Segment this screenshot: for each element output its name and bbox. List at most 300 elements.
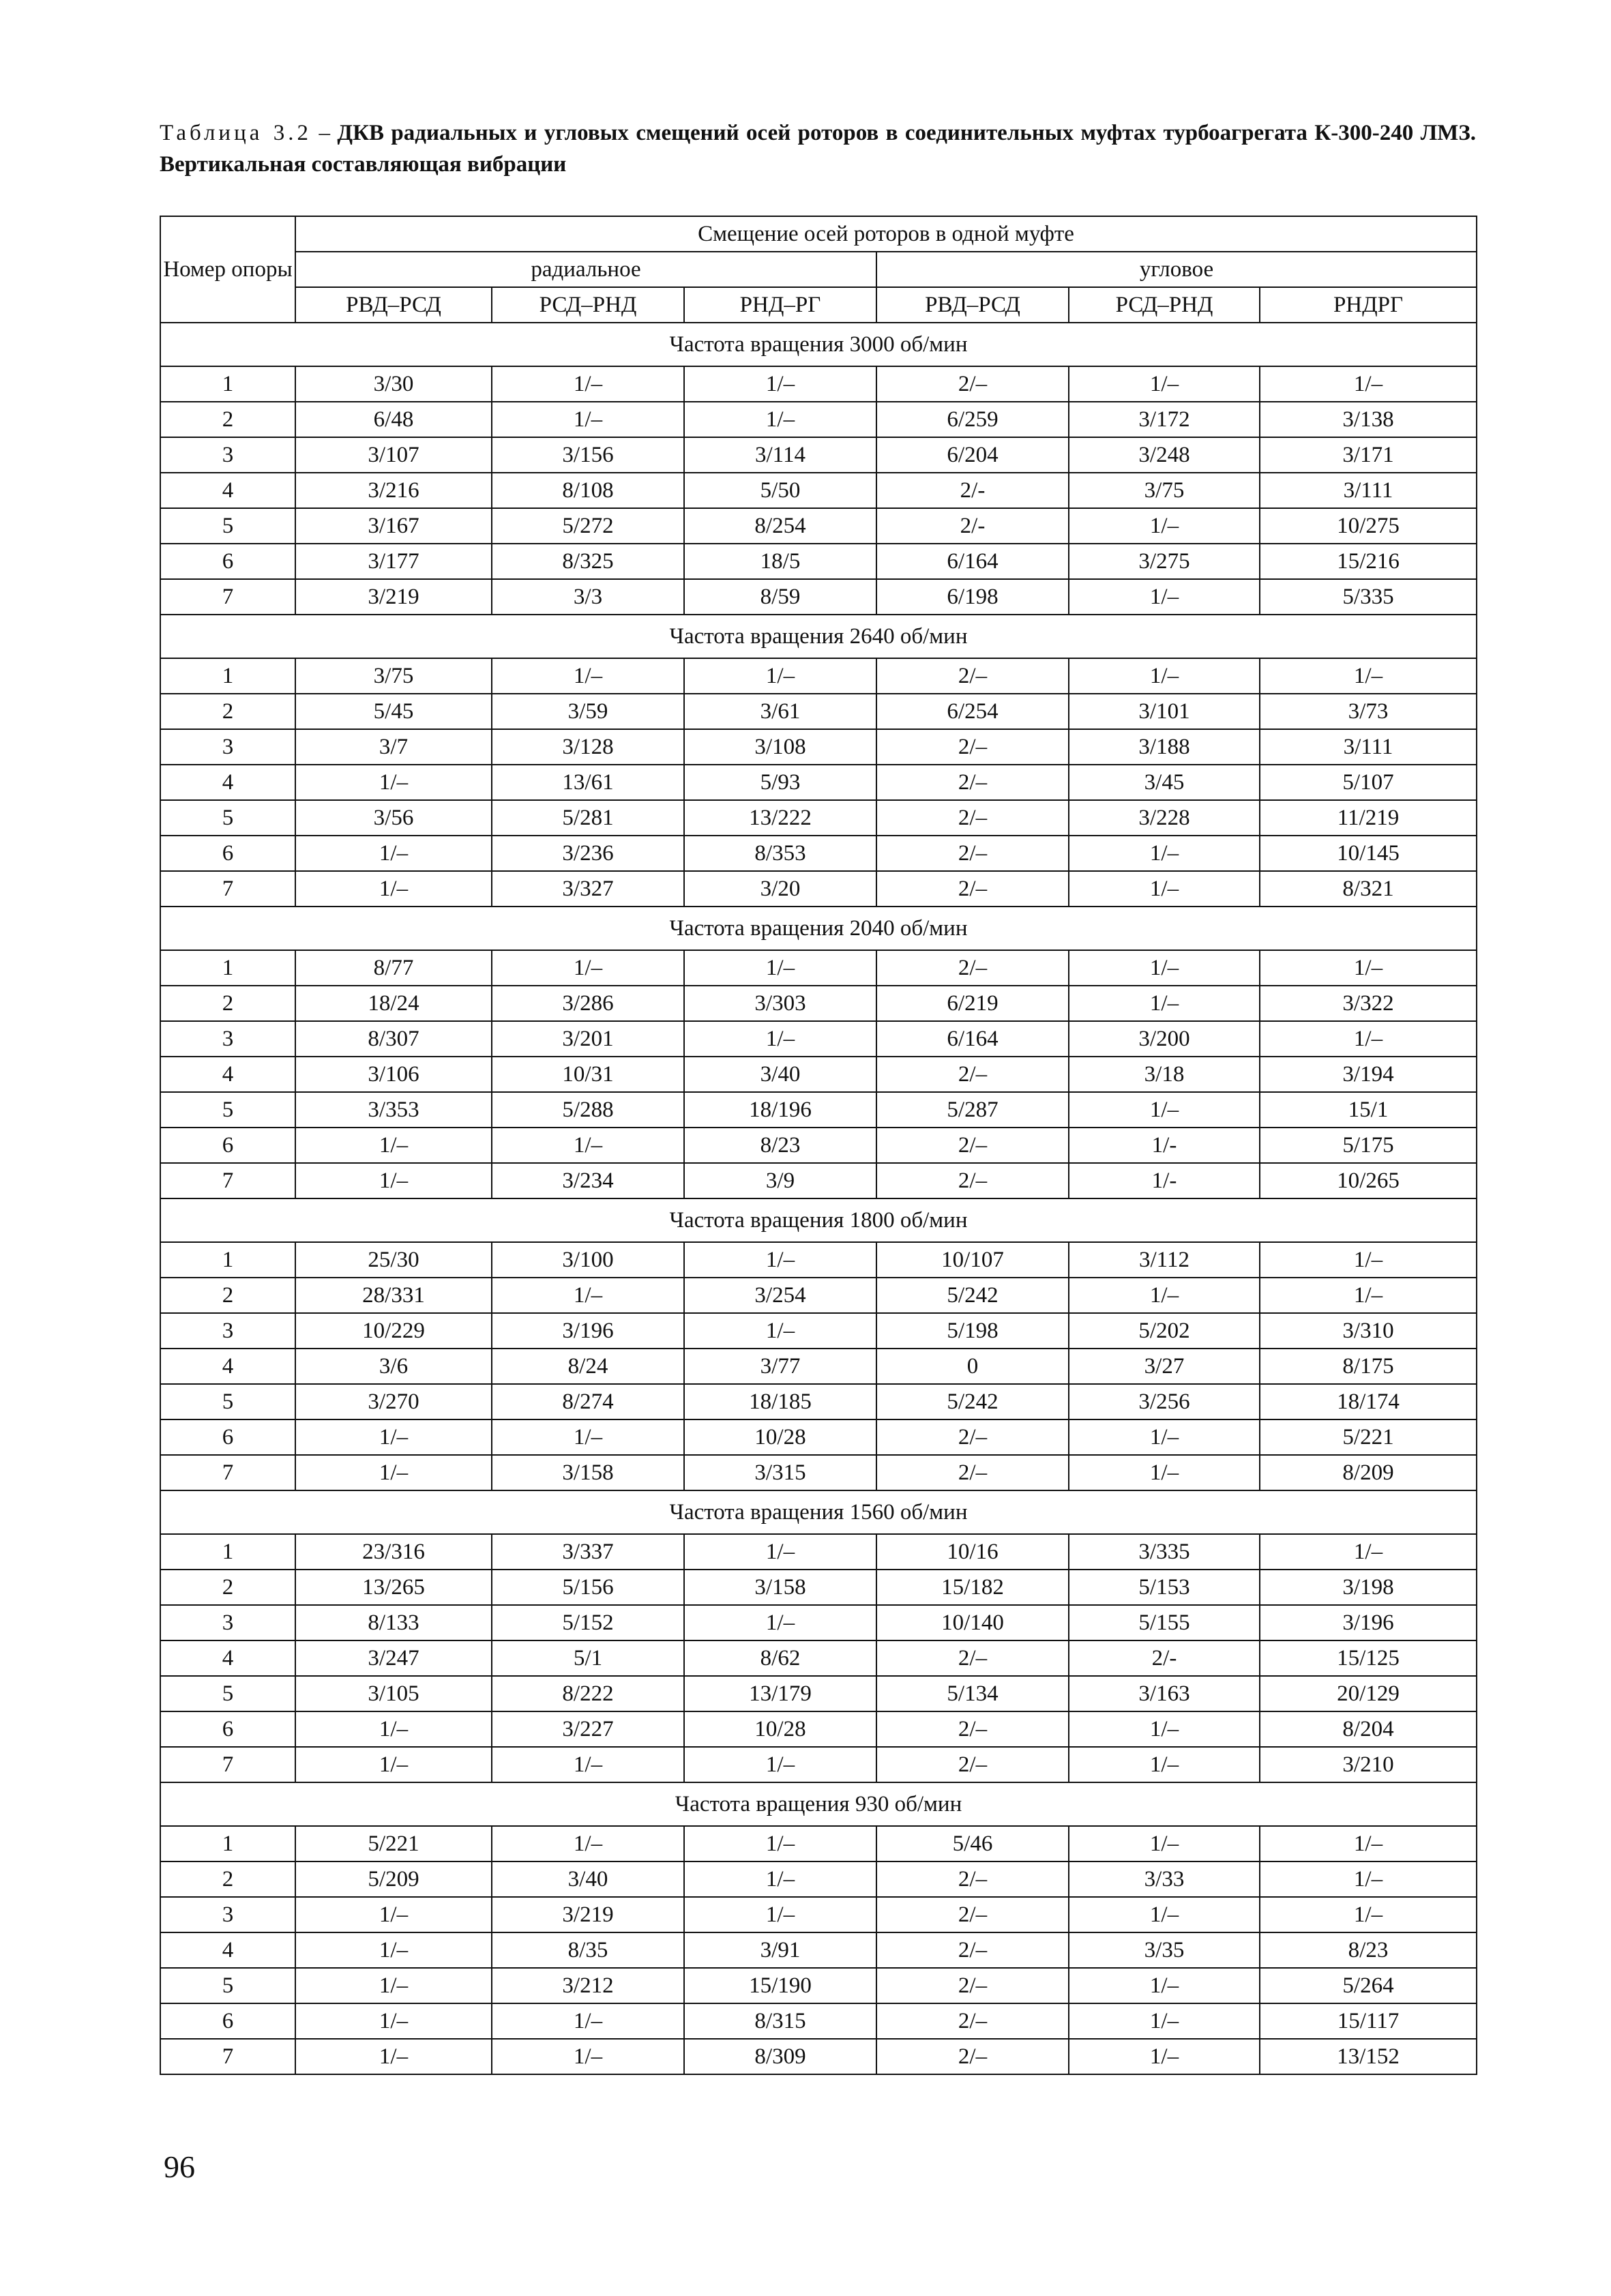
table-cell: 1/– — [1260, 1826, 1477, 1861]
table-row — [160, 1640, 1477, 1676]
table-cell: 5/288 — [492, 1092, 684, 1128]
support-number-cell: 3 — [160, 729, 295, 765]
support-number-cell: 6 — [160, 1711, 295, 1747]
table-cell: 2/– — [876, 658, 1069, 694]
support-number-cell: 3 — [160, 1897, 295, 1932]
table-cell: 1/– — [1069, 986, 1260, 1021]
table-cell: 1/– — [1069, 508, 1260, 544]
table-cell: 3/9 — [684, 1163, 876, 1198]
table-cell: 3/219 — [492, 1897, 684, 1932]
support-number-cell: 5 — [160, 1092, 295, 1128]
section-header-row — [160, 1198, 1477, 1242]
table-cell: 8/222 — [492, 1676, 684, 1711]
table-row — [160, 765, 1477, 800]
support-number-cell: 7 — [160, 2039, 295, 2074]
table-cell: 23/316 — [295, 1534, 492, 1570]
table-cell: 1/– — [684, 1534, 876, 1570]
table-cell: 3/40 — [492, 1861, 684, 1897]
header-angular: угловое — [876, 252, 1477, 287]
table-cell: 1/– — [295, 1968, 492, 2003]
table-cell: 15/216 — [1260, 544, 1477, 579]
table-cell: 2/– — [876, 1932, 1069, 1968]
table-cell: 3/200 — [1069, 1021, 1260, 1057]
table-row — [160, 1278, 1477, 1313]
table-cell: 2/– — [876, 2003, 1069, 2039]
table-cell: 3/158 — [684, 1570, 876, 1605]
table-cell: 3/196 — [1260, 1605, 1477, 1640]
table-cell: 1/– — [1260, 1861, 1477, 1897]
table-cell: 1/– — [1260, 950, 1477, 986]
table-cell: 3/56 — [295, 800, 492, 836]
table-cell: 3/171 — [1260, 437, 1477, 473]
table-row — [160, 658, 1477, 694]
support-number-cell: 6 — [160, 544, 295, 579]
table-row — [160, 366, 1477, 402]
table-cell: 2/– — [876, 765, 1069, 800]
table-cell: 5/335 — [1260, 579, 1477, 615]
table-cell: 3/106 — [295, 1057, 492, 1092]
table-cell: 6/48 — [295, 402, 492, 437]
section-header-row — [160, 323, 1477, 366]
table-cell: 5/242 — [876, 1278, 1069, 1313]
table-row — [160, 836, 1477, 871]
table-cell: 1/– — [684, 950, 876, 986]
table-cell: 1/– — [295, 1711, 492, 1747]
table-cell: 1/– — [1069, 366, 1260, 402]
table-row — [160, 800, 1477, 836]
table-cell: 1/– — [492, 2039, 684, 2074]
table-cell: 3/33 — [1069, 1861, 1260, 1897]
table-cell: 1/– — [1069, 836, 1260, 871]
table-cell: 3/108 — [684, 729, 876, 765]
table-cell: 3/335 — [1069, 1534, 1260, 1570]
table-cell: 8/209 — [1260, 1455, 1477, 1490]
table-cell: 2/– — [876, 800, 1069, 836]
table-cell: 13/179 — [684, 1676, 876, 1711]
table-cell: 5/155 — [1069, 1605, 1260, 1640]
table-cell: 10/28 — [684, 1711, 876, 1747]
table-row — [160, 1605, 1477, 1640]
table-cell: 5/175 — [1260, 1128, 1477, 1163]
column-header: РНД–РГ — [684, 287, 876, 323]
table-cell: 6/204 — [876, 437, 1069, 473]
table-cell: 3/111 — [1260, 729, 1477, 765]
table-cell: 2/– — [876, 836, 1069, 871]
table-cell: 10/16 — [876, 1534, 1069, 1570]
table-cell: 6/259 — [876, 402, 1069, 437]
table-cell: 3/35 — [1069, 1932, 1260, 1968]
support-number-cell: 2 — [160, 986, 295, 1021]
table-cell: 3/3 — [492, 579, 684, 615]
table-cell: 15/1 — [1260, 1092, 1477, 1128]
table-cell: 2/- — [1069, 1640, 1260, 1676]
support-number-cell: 3 — [160, 1313, 295, 1349]
table-cell: 1/– — [492, 2003, 684, 2039]
table-row — [160, 1747, 1477, 1782]
table-cell: 1/– — [1260, 1242, 1477, 1278]
table-row — [160, 1092, 1477, 1128]
table-cell: 1/– — [492, 1747, 684, 1782]
table-cell: 1/– — [684, 1897, 876, 1932]
section-title: Частота вращения 1800 об/мин — [160, 1198, 1477, 1242]
table-cell: 2/– — [876, 1640, 1069, 1676]
table-cell: 15/125 — [1260, 1640, 1477, 1676]
support-number-cell: 7 — [160, 1455, 295, 1490]
table-row — [160, 1570, 1477, 1605]
header-row-group — [160, 216, 1477, 252]
table-cell: 1/– — [492, 950, 684, 986]
table-cell: 5/242 — [876, 1384, 1069, 1419]
table-cell: 5/281 — [492, 800, 684, 836]
table-cell: 1/– — [492, 1128, 684, 1163]
table-cell: 3/18 — [1069, 1057, 1260, 1092]
support-number-cell: 5 — [160, 1968, 295, 2003]
table-cell: 3/196 — [492, 1313, 684, 1349]
table-row — [160, 1897, 1477, 1932]
table-cell: 8/35 — [492, 1932, 684, 1968]
section-title: Частота вращения 930 об/мин — [160, 1782, 1477, 1826]
table-cell: 3/158 — [492, 1455, 684, 1490]
table-cell: 1/– — [1069, 579, 1260, 615]
table-cell: 3/248 — [1069, 437, 1260, 473]
table-cell: 1/– — [684, 366, 876, 402]
table-cell: 1/– — [1069, 1278, 1260, 1313]
table-cell: 13/222 — [684, 800, 876, 836]
table-cell: 10/28 — [684, 1419, 876, 1455]
table-row — [160, 1711, 1477, 1747]
table-cell: 2/– — [876, 366, 1069, 402]
table-cell: 1/– — [684, 658, 876, 694]
table-cell: 3/167 — [295, 508, 492, 544]
table-cell: 3/247 — [295, 1640, 492, 1676]
table-cell: 1/– — [295, 1932, 492, 1968]
support-number-cell: 1 — [160, 1242, 295, 1278]
table-cell: 3/75 — [295, 658, 492, 694]
table-row — [160, 1826, 1477, 1861]
table-cell: 1/– — [492, 1419, 684, 1455]
table-cell: 8/23 — [684, 1128, 876, 1163]
table-cell: 3/111 — [1260, 473, 1477, 508]
table-cell: 8/315 — [684, 2003, 876, 2039]
table-cell: 15/117 — [1260, 2003, 1477, 2039]
table-row — [160, 1968, 1477, 2003]
support-number-cell: 7 — [160, 1747, 295, 1782]
table-cell: 3/40 — [684, 1057, 876, 1092]
table-cell: 8/254 — [684, 508, 876, 544]
support-number-cell: 6 — [160, 1419, 295, 1455]
table-row — [160, 871, 1477, 907]
section-title: Частота вращения 2640 об/мин — [160, 615, 1477, 658]
table-cell: 5/1 — [492, 1640, 684, 1676]
table-cell: 1/– — [684, 1021, 876, 1057]
table-cell: 10/145 — [1260, 836, 1477, 871]
support-number-cell: 1 — [160, 366, 295, 402]
table-cell: 3/270 — [295, 1384, 492, 1419]
table-cell: 5/107 — [1260, 765, 1477, 800]
table-cell: 2/– — [876, 871, 1069, 907]
table-cell: 10/265 — [1260, 1163, 1477, 1198]
support-number-cell: 4 — [160, 473, 295, 508]
table-cell: 3/310 — [1260, 1313, 1477, 1349]
table-cell: 2/– — [876, 729, 1069, 765]
table-cell: 6/219 — [876, 986, 1069, 1021]
data-table — [160, 216, 1477, 2075]
table-cell: 1/– — [684, 1826, 876, 1861]
section-header-row — [160, 1782, 1477, 1826]
table-cell: 5/156 — [492, 1570, 684, 1605]
table-cell: 8/62 — [684, 1640, 876, 1676]
table-cell: 10/140 — [876, 1605, 1069, 1640]
table-cell: 1/– — [1260, 366, 1477, 402]
table-cell: 1/– — [295, 2039, 492, 2074]
table-cell: 1/– — [1069, 1711, 1260, 1747]
table-cell: 3/177 — [295, 544, 492, 579]
table-cell: 3/212 — [492, 1968, 684, 2003]
table-cell: 1/– — [1260, 1534, 1477, 1570]
table-cell: 1/– — [1260, 1897, 1477, 1932]
support-number-cell: 7 — [160, 579, 295, 615]
support-number-cell: 3 — [160, 437, 295, 473]
table-row — [160, 1349, 1477, 1384]
table-cell: 3/236 — [492, 836, 684, 871]
table-cell: 1/– — [684, 1605, 876, 1640]
table-cell: 6/164 — [876, 544, 1069, 579]
table-cell: 3/100 — [492, 1242, 684, 1278]
table-cell: 18/196 — [684, 1092, 876, 1128]
table-cell: 3/77 — [684, 1349, 876, 1384]
table-cell: 13/61 — [492, 765, 684, 800]
header-group: Смещение осей роторов в одной муфте — [295, 216, 1477, 252]
support-number-cell: 4 — [160, 1349, 295, 1384]
table-cell: 3/30 — [295, 366, 492, 402]
support-number-cell: 5 — [160, 508, 295, 544]
table-cell: 1/– — [1069, 1747, 1260, 1782]
table-cell: 3/163 — [1069, 1676, 1260, 1711]
table-cell: 5/198 — [876, 1313, 1069, 1349]
support-number-cell: 7 — [160, 1163, 295, 1198]
table-cell: 1/– — [1069, 2039, 1260, 2074]
table-cell: 2/– — [876, 1897, 1069, 1932]
table-cell: 10/107 — [876, 1242, 1069, 1278]
table-cell: 3/27 — [1069, 1349, 1260, 1384]
table-row — [160, 1057, 1477, 1092]
table-cell: 1/- — [1069, 1128, 1260, 1163]
table-cell: 3/128 — [492, 729, 684, 765]
table-cell: 8/353 — [684, 836, 876, 871]
table-cell: 3/188 — [1069, 729, 1260, 765]
table-cell: 3/6 — [295, 1349, 492, 1384]
section-title: Частота вращения 2040 об/мин — [160, 907, 1477, 950]
table-cell: 8/309 — [684, 2039, 876, 2074]
table-row — [160, 1021, 1477, 1057]
table-cell: 18/5 — [684, 544, 876, 579]
table-cell: 3/112 — [1069, 1242, 1260, 1278]
table-cell: 3/315 — [684, 1455, 876, 1490]
support-number-cell: 6 — [160, 836, 295, 871]
table-cell: 8/24 — [492, 1349, 684, 1384]
table-cell: 1/– — [1260, 1021, 1477, 1057]
table-cell: 3/322 — [1260, 986, 1477, 1021]
table-row — [160, 1419, 1477, 1455]
table-cell: 2/– — [876, 1968, 1069, 2003]
table-cell: 5/46 — [876, 1826, 1069, 1861]
table-cell: 2/– — [876, 1747, 1069, 1782]
table-row — [160, 579, 1477, 615]
table-cell: 3/61 — [684, 694, 876, 729]
support-number-cell: 1 — [160, 950, 295, 986]
table-cell: 3/73 — [1260, 694, 1477, 729]
table-cell: 1/– — [1069, 1826, 1260, 1861]
table-cell: 1/– — [1069, 871, 1260, 907]
support-number-cell: 2 — [160, 1570, 295, 1605]
support-number-cell: 6 — [160, 1128, 295, 1163]
table-cell: 1/– — [1069, 1897, 1260, 1932]
table-body — [160, 323, 1477, 2074]
table-cell: 2/– — [876, 950, 1069, 986]
support-number-cell: 2 — [160, 402, 295, 437]
table-cell: 8/77 — [295, 950, 492, 986]
table-row — [160, 1932, 1477, 1968]
table-cell: 1/– — [295, 836, 492, 871]
table-cell: 20/129 — [1260, 1676, 1477, 1711]
table-cell: 8/274 — [492, 1384, 684, 1419]
section-header-row — [160, 907, 1477, 950]
table-cell: 1/– — [1069, 1455, 1260, 1490]
table-row — [160, 1861, 1477, 1897]
table-cell: 3/194 — [1260, 1057, 1477, 1092]
table-cell: 3/303 — [684, 986, 876, 1021]
support-number-cell: 4 — [160, 1057, 295, 1092]
table-row — [160, 1384, 1477, 1419]
table-cell: 8/175 — [1260, 1349, 1477, 1384]
table-row — [160, 1534, 1477, 1570]
column-header: РВД–РСД — [876, 287, 1069, 323]
support-number-cell: 1 — [160, 1534, 295, 1570]
table-cell: 10/229 — [295, 1313, 492, 1349]
table-cell: 1/– — [684, 1313, 876, 1349]
table-cell: 2/- — [876, 473, 1069, 508]
table-cell: 1/– — [1069, 950, 1260, 986]
table-cell: 1/– — [295, 1747, 492, 1782]
caption-title: ДКВ радиальных и угловых смещений осей роторов в соединительных муфтах турбоагрегата К-300-240 ЛМЗ. Вертикальная составляющая вибрации — [160, 121, 1476, 177]
table-cell: 5/152 — [492, 1605, 684, 1640]
section-header-row — [160, 615, 1477, 658]
table-cell: 1/– — [492, 1826, 684, 1861]
table-cell: 3/256 — [1069, 1384, 1260, 1419]
table-cell: 3/107 — [295, 437, 492, 473]
table-cell: 1/– — [295, 1128, 492, 1163]
table-cell: 5/50 — [684, 473, 876, 508]
table-cell: 25/30 — [295, 1242, 492, 1278]
table-cell: 18/174 — [1260, 1384, 1477, 1419]
table-cell: 5/221 — [295, 1826, 492, 1861]
table-row — [160, 473, 1477, 508]
table-cell: 8/321 — [1260, 871, 1477, 907]
support-number-cell: 7 — [160, 871, 295, 907]
table-cell: 2/– — [876, 1057, 1069, 1092]
header-row-sub — [160, 252, 1477, 287]
section-title: Частота вращения 3000 об/мин — [160, 323, 1477, 366]
table-row — [160, 986, 1477, 1021]
table-cell: 3/172 — [1069, 402, 1260, 437]
table-cell: 3/198 — [1260, 1570, 1477, 1605]
header-row-columns — [160, 287, 1477, 323]
table-row — [160, 1313, 1477, 1349]
page-number: 96 — [164, 2149, 195, 2184]
table-cell: 3/353 — [295, 1092, 492, 1128]
table-row — [160, 402, 1477, 437]
table-cell: 8/108 — [492, 473, 684, 508]
table-cell: 1/- — [1069, 1163, 1260, 1198]
table-cell: 6/198 — [876, 579, 1069, 615]
table-cell: 1/– — [1069, 2003, 1260, 2039]
table-cell: 1/– — [684, 1861, 876, 1897]
table-caption — [160, 117, 1476, 180]
table-cell: 1/– — [295, 1455, 492, 1490]
table-cell: 3/234 — [492, 1163, 684, 1198]
table-row — [160, 508, 1477, 544]
table-cell: 3/101 — [1069, 694, 1260, 729]
table-cell: 5/209 — [295, 1861, 492, 1897]
table-cell: 1/– — [1260, 1278, 1477, 1313]
table-row — [160, 2003, 1477, 2039]
table-cell: 10/31 — [492, 1057, 684, 1092]
section-title: Частота вращения 1560 об/мин — [160, 1490, 1477, 1534]
table-cell: 1/– — [492, 402, 684, 437]
section-header-row — [160, 1490, 1477, 1534]
table-cell: 1/– — [684, 1242, 876, 1278]
table-cell: 1/– — [295, 765, 492, 800]
table-cell: 1/– — [295, 1897, 492, 1932]
table-row — [160, 437, 1477, 473]
table-cell: 13/152 — [1260, 2039, 1477, 2074]
support-number-cell: 5 — [160, 1384, 295, 1419]
table-cell: 10/275 — [1260, 508, 1477, 544]
table-cell: 8/23 — [1260, 1932, 1477, 1968]
header-radial: радиальное — [295, 252, 876, 287]
table-row — [160, 1455, 1477, 1490]
support-number-cell: 6 — [160, 2003, 295, 2039]
table-row — [160, 1676, 1477, 1711]
table-cell: 1/– — [1069, 1092, 1260, 1128]
column-header: РВД–РСД — [295, 287, 492, 323]
table-cell: 5/221 — [1260, 1419, 1477, 1455]
column-header: РСД–РНД — [492, 287, 684, 323]
table-cell: 3/138 — [1260, 402, 1477, 437]
table-row — [160, 2039, 1477, 2074]
table-cell: 1/– — [684, 402, 876, 437]
table-cell: 3/91 — [684, 1932, 876, 1968]
table-cell: 1/– — [1069, 658, 1260, 694]
table-cell: 8/204 — [1260, 1711, 1477, 1747]
table-cell: 3/228 — [1069, 800, 1260, 836]
table-cell: 5/93 — [684, 765, 876, 800]
table-cell: 3/105 — [295, 1676, 492, 1711]
table-cell: 3/219 — [295, 579, 492, 615]
table-cell: 3/201 — [492, 1021, 684, 1057]
table-cell: 3/286 — [492, 986, 684, 1021]
support-number-cell: 3 — [160, 1021, 295, 1057]
header-support-number: Номер опоры — [160, 216, 295, 323]
table-cell: 11/219 — [1260, 800, 1477, 836]
support-number-cell: 1 — [160, 658, 295, 694]
table-cell: 3/45 — [1069, 765, 1260, 800]
table-cell: 1/– — [1069, 1968, 1260, 2003]
table-cell: 15/182 — [876, 1570, 1069, 1605]
table-cell: 2/– — [876, 2039, 1069, 2074]
table-cell: 0 — [876, 1349, 1069, 1384]
table-cell: 1/– — [295, 2003, 492, 2039]
